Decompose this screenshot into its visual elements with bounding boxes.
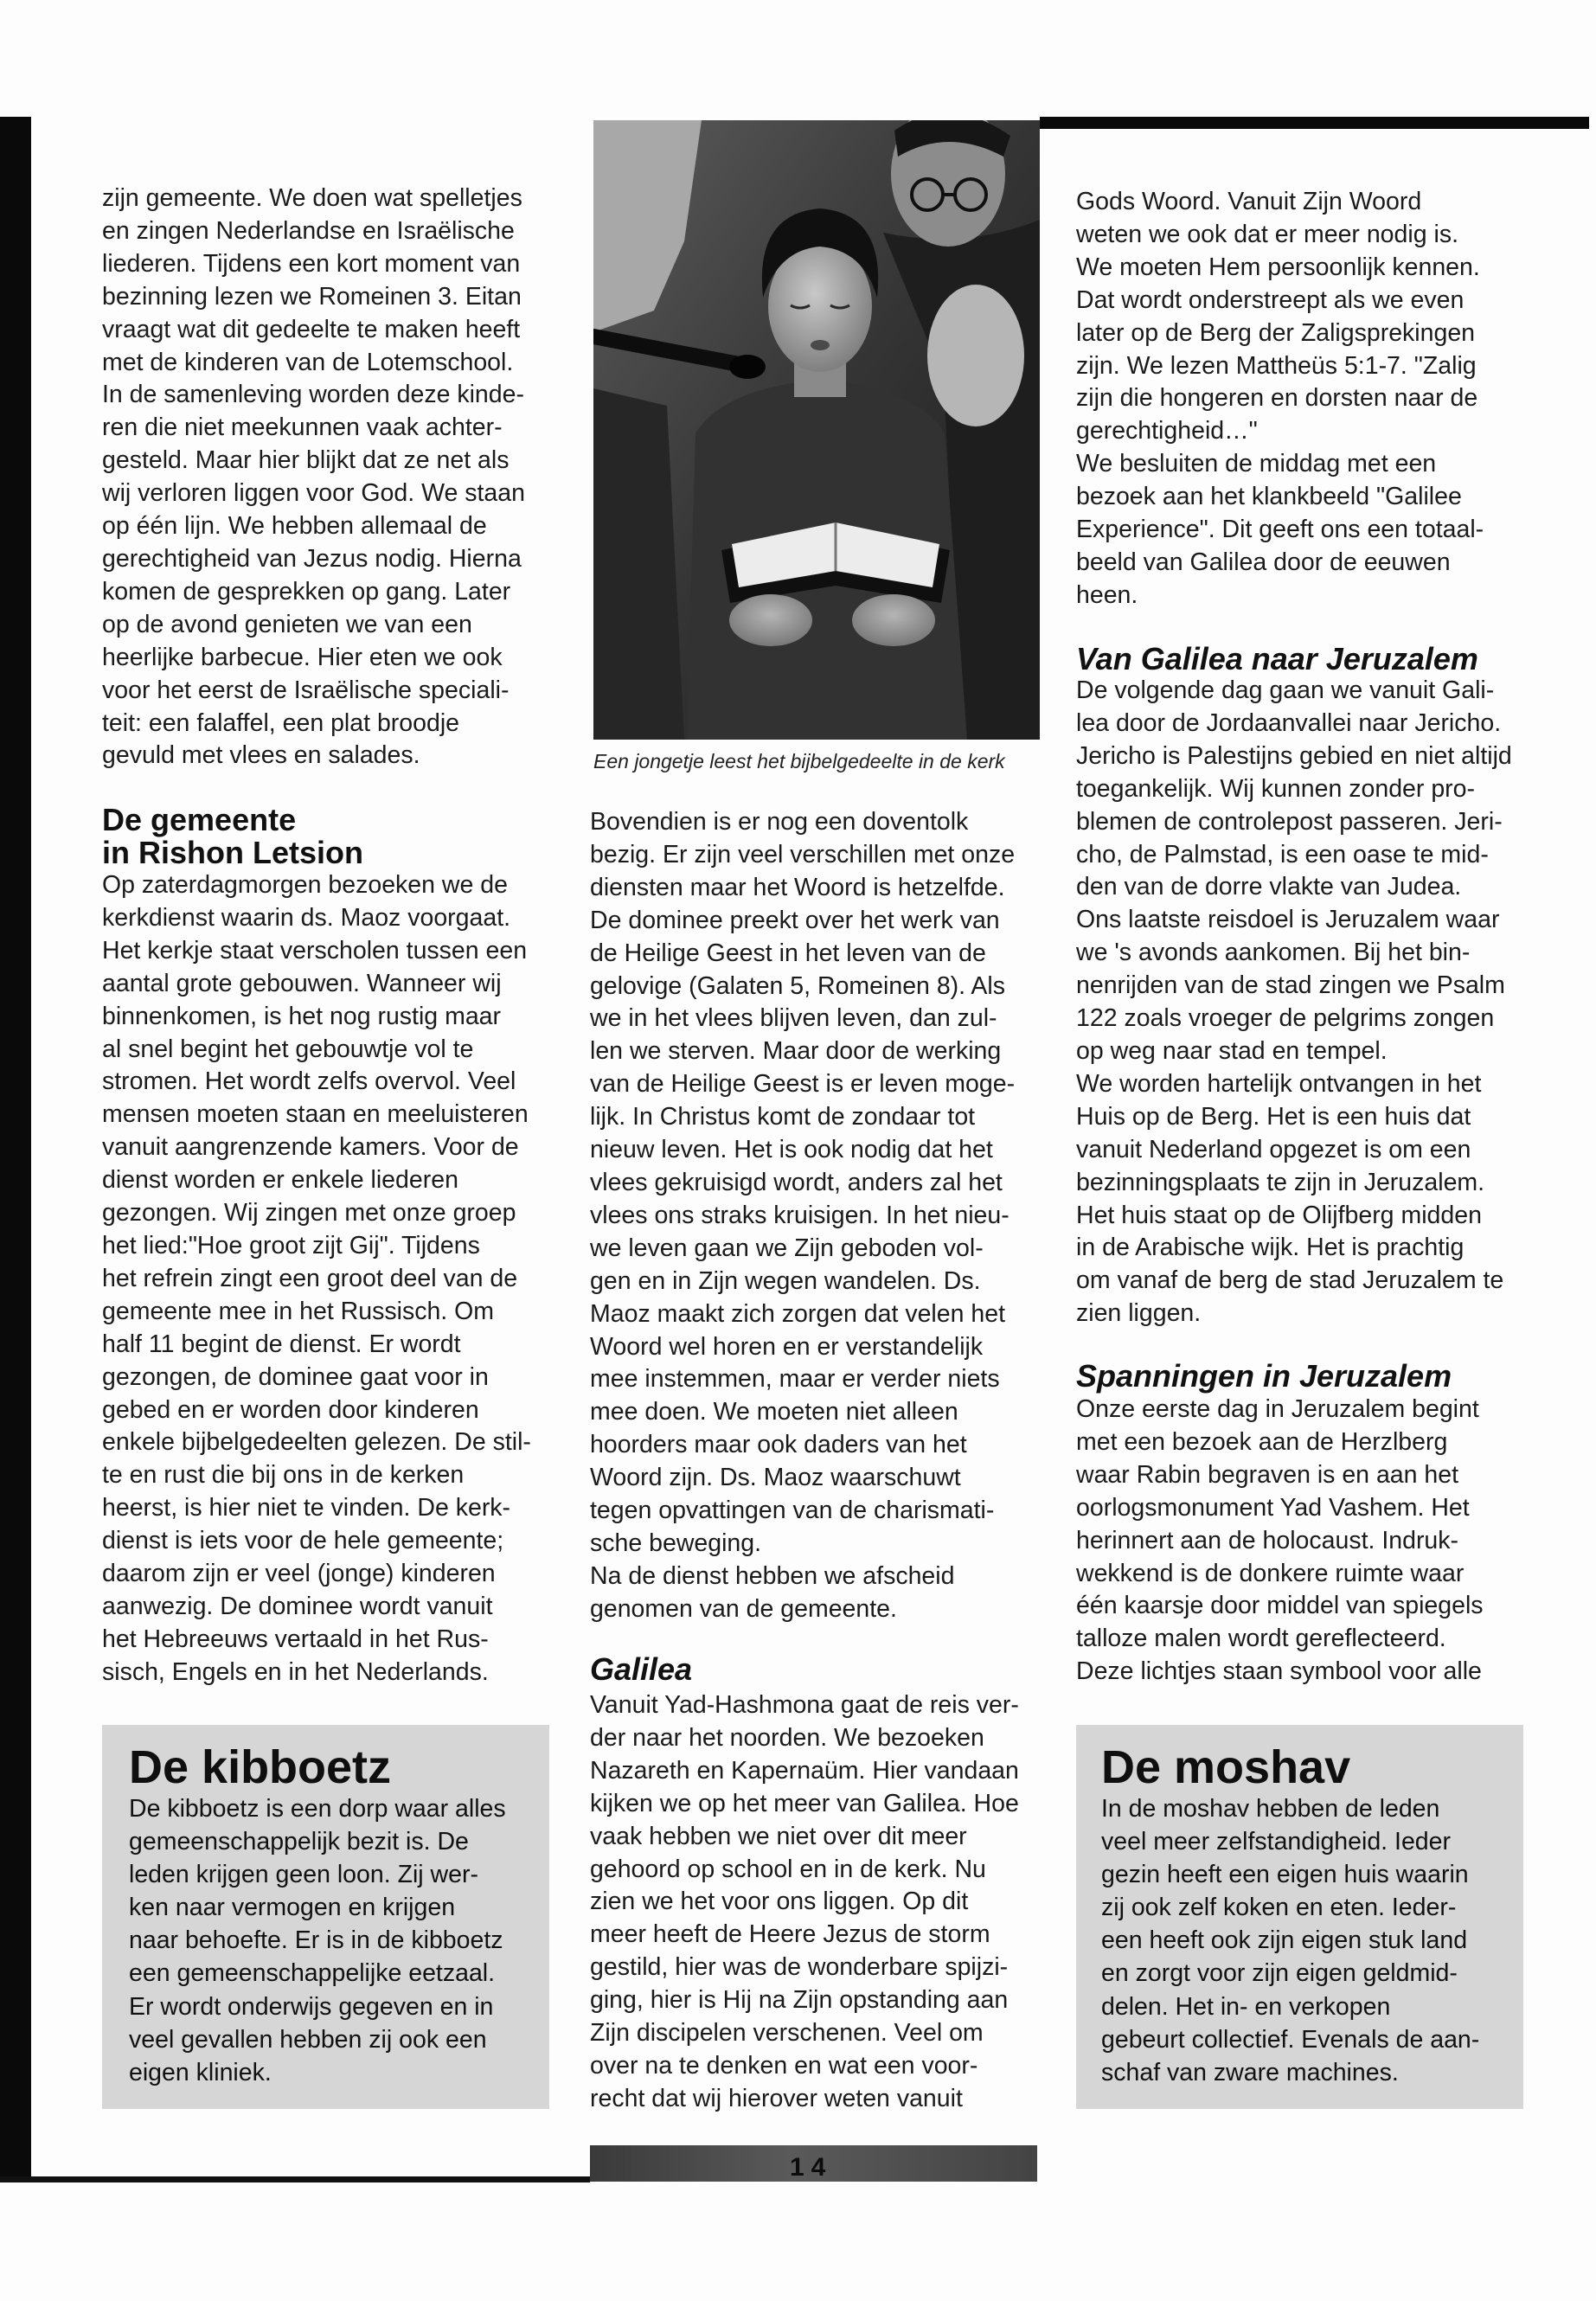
section-heading-gemeente-line1: De gemeente — [102, 802, 297, 837]
sidebar-box-moshav — [1076, 1725, 1523, 2109]
photo-illustration — [593, 120, 1040, 740]
boy-left-hand — [729, 594, 812, 646]
sidebar-moshav-title: De moshav — [1101, 1741, 1351, 1793]
section-heading-spanningen-in-jeruzalem: Spanningen in Jeruzalem — [1076, 1358, 1452, 1394]
left-column-intro-text: zijn gemeente. We doen wat spelletjes en zingen Nederlandse en Israëlische liederen. Tijdens een kort moment van bezinning lezen we Romeinen 3. Eitan vraagt wat dit gedeelte te maken heeft met de kinderen van de Lotemschool. In de samenleving worden deze kinde- ren die niet meekunnen vaak achter- gesteld. Maar hier blijkt dat ze net als wij verloren liggen voor God. We staan op één lijn. We hebben allemaal de gerechtigheid van Jezus nodig. Hierna komen de gesprekken op gang. Later op de avond genieten we van een heerlijke barbecue. Hier eten we ook voor het eerst de Israëlische speciali- teit: een falaffel, een plat broodje gevuld met vlees en salades. — [102, 184, 525, 770]
section-heading-gemeente-line2: in Rishon Letsion — [102, 834, 363, 870]
section-galilea-text: Vanuit Yad-Hashmona gaat de reis ver- der naar het noorden. We bezoeken Nazareth en Kapernaüm. Hier vandaan kijken we op het meer van Galilea. Hoe vaak hebben we niet over dit meer gehoord op school en in de kerk. Nu zien we het voor ons liggen. Op dit meer heeft de Heere Jezus de storm gestild, hier was de wonderbare spijzi- ging, hier is Hij na Zijn opstanding aan Zijn discipelen verschenen. Veel om over na te denken en wat een voor- recht dat wij hierover weten vanuit — [590, 1691, 1019, 2112]
section-spanningen-text: Onze eerste dag in Jeruzalem begint met een bezoek aan de Herzlberg waar Rabin begraven is en aan het oorlogsmonument Yad Vashem. Het herinnert aan de holocaust. Indruk- wekkend is de donkere ruimte waar één kaarsje door middel van spiegels talloze malen wordt gereflecteerd. Deze lichtjes staan symbool voor alle — [1076, 1395, 1484, 1686]
boy-right-hand — [852, 594, 935, 646]
section-van-galilea-text: De volgende dag gaan we vanuit Gali- lea door de Jordaanvallei naar Jericho. Jericho is Palestijns gebied en niet altijd toegankelijk. Wij kunnen zonder pro- blemen de controlepost passeren. Jeri- cho, de Palmstad, is een oase te mid- den van de dorre vlakte van Judea. Ons laatste reisdoel is Jeruzalem waar we 's avonds aankomen. Bij het bin- nenrijden van de stad zingen we Psalm 122 zoals vroeger de pelgrims zongen op weg naar stad en tempel. We worden hartelijk ontvangen in het Huis op de Berg. Het is een huis dat vanuit Nederland opgezet is om een bezinningsplaats te zijn in Jeruzalem. Het huis staat op de Olijfberg midden in de Arabische wijk. Het is prachtig om vanaf de berg de stad Jeruzalem te zien liggen. — [1076, 676, 1512, 1328]
section-heading-galilea: Galilea — [590, 1651, 693, 1687]
white-shirt-patch — [927, 285, 1024, 426]
photo-caption: Een jongetje leest het bijbelgedeelte in de kerk — [593, 750, 1005, 772]
section-heading-gemeente — [102, 804, 363, 868]
page-number-bar — [590, 2145, 1037, 2182]
photo-boy-reading-bible — [593, 120, 1040, 740]
bottom-black-rule — [0, 2176, 590, 2182]
section-gemeente-text: Op zaterdagmorgen bezoeken we de kerkdienst waarin ds. Maoz voorgaat. Het kerkje staat verscholen tussen een aantal grote gebouwen. Wanneer wij binnenkomen, is het nog rustig maar al snel begint het gebouwtje vol te stromen. Het wordt zelfs overvol. Veel mensen moeten staan en meeluisteren vanuit aangrenzende kamers. Voor de dienst worden er enkele liederen gezongen. Wij zingen met onze groep het lied:"Hoe groot zijt Gij". Tijdens het refrein zingt een groot deel van de gemeente mee in het Russisch. Om half 11 begint de dienst. Er wordt gezongen, de dominee gaat voor in gebed en er worden door kinderen enkele bijbelgedeelten gelezen. De stil- te en rust die bij ons in de kerken heerst, is hier niet te vinden. De kerk- dienst is iets voor de hele gemeente; daarom zijn er veel (jonge) kinderen aanwezig. De dominee wordt vanuit het Hebreeuws vertaald in het Rus- sisch, Engels en in het Nederlands. — [102, 871, 531, 1686]
left-edge-black-bar — [0, 117, 31, 2182]
top-black-rule — [1040, 117, 1589, 129]
sidebar-moshav-text: In de moshav hebben de leden veel meer zelfstandigheid. Ieder gezin heeft een eigen huis waarin zij ook zelf koken en eten. Ieder- een heeft ook zijn eigen stuk land en zorgt voor zijn eigen geldmid- delen. Het in- en verkopen gebeurt collectief. Evenals de aan- schaf van zware machines. — [1101, 1795, 1480, 2086]
microphone-head — [729, 355, 766, 379]
sidebar-kibboetz-title: De kibboetz — [129, 1741, 392, 1793]
section-heading-van-galilea-naar-jeruzalem: Van Galilea naar Jeruzalem — [1076, 641, 1478, 676]
sidebar-box-kibboetz — [102, 1725, 549, 2109]
page-number: 14 — [790, 2153, 833, 2182]
right-column-continuation-text: Gods Woord. Vanuit Zijn Woord weten we ook dat er meer nodig is. We moeten Hem persoonlijk kennen. Dat wordt onderstreept als we even later op de Berg der Zaligsprekingen zijn. We lezen Mattheüs 5:1-7. "Zalig zijn die hongeren en dorsten naar de gerechtigheid…" We besluiten de middag met een bezoek aan het klankbeeld "Galilee Experience". Dit geeft ons een totaal- beeld van Galilea door de eeuwen heen. — [1076, 188, 1484, 609]
sidebar-kibboetz-text: De kibboetz is een dorp waar alles gemeenschappelijk bezit is. De leden krijgen geen loon. Zij wer- ken naar vermogen en krijgen naar behoefte. Er is in de kibboetz een gemeenschappelijke eetzaal. Er wordt onderwijs gegeven en in veel gevallen hebben zij ook een eigen kliniek. — [129, 1795, 506, 2086]
middle-column-continuation-text: Bovendien is er nog een doventolk bezig. Er zijn veel verschillen met onze diensten maar het Woord is hetzelfde. De dominee preekt over het werk van de Heilige Geest in het leven van de gelovige (Galaten 5, Romeinen 8). Als we in het vlees blijven leven, dan zul- len we sterven. Maar door de werking van de Heilige Geest is er leven moge- lijk. In Christus komt de zondaar tot nieuw leven. Het is ook nodig dat het vlees gekruisigd wordt, anders zal het vlees ons straks kruisigen. In het nieu- we leven gaan we Zijn geboden vol- gen en in Zijn wegen wandelen. Ds. Maoz maakt zich zorgen dat velen het Woord wel horen en er verstandelijk mee instemmen, maar er verder niets mee doen. We moeten niet alleen hoorders maar ook daders van het Woord zijn. Ds. Maoz waarschuwt tegen opvattingen van de charismati- sche beweging. Na de dienst hebben we afscheid genomen van de gemeente. — [590, 808, 1016, 1623]
boy-mouth — [811, 340, 830, 350]
